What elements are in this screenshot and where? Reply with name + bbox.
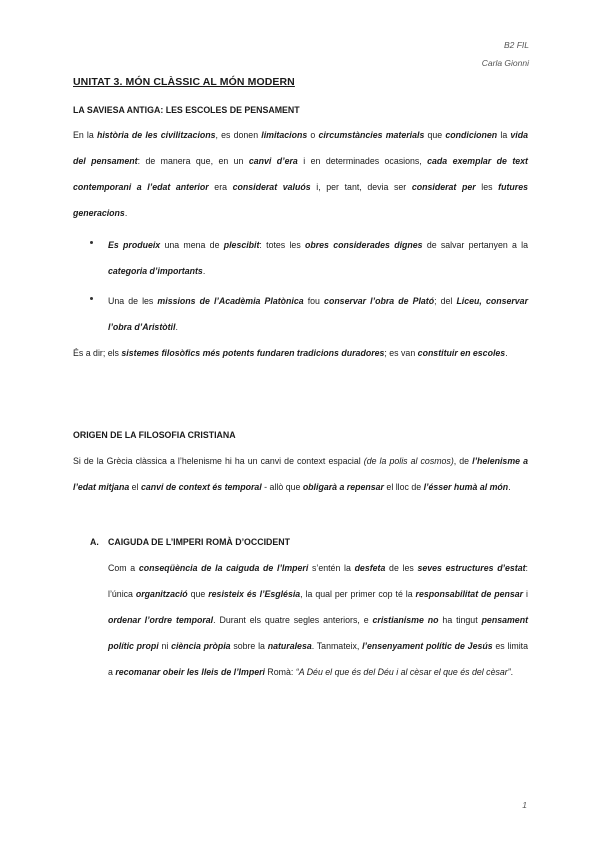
bullet-text: Una de les missions de l’Acadèmia Platònica fou conservar l’obra de Plató; del Liceu, conservar l’obra d’Aristòtil. (108, 296, 528, 332)
subsection-title: CAIGUDA DE L’IMPERI ROMÀ D’OCCIDENT (108, 537, 290, 547)
bullet-dot-icon (90, 297, 93, 300)
page-number: 1 (522, 800, 527, 810)
section-heading-origen: ORIGEN DE LA FILOSOFIA CRISTIANA (73, 430, 236, 440)
paragraph-origen: Si de la Grècia clàssica a l’helenisme hi ha un canvi de context espacial (de la polis al cosmos), de l’helenisme a l’edat mitjana el canvi de context és temporal - allò que obligarà a repensar el lloc de l’ésser humà al món. (73, 456, 528, 492)
bullet-dot-icon (90, 241, 93, 244)
document-title: UNITAT 3. MÓN CLÀSSIC AL MÓN MODERN (73, 76, 295, 88)
header-author: Carla Gionni (481, 58, 529, 68)
header-course: B2 FIL (503, 40, 529, 50)
bullet-text: Es produeix una mena de plescibit: totes les obres considerades dignes de salvar pertanyen a la categoria d’importants. (108, 240, 528, 276)
section-heading-saviesa: LA SAVIESA ANTIGA: LES ESCOLES DE PENSAMENT (73, 105, 300, 115)
subsection-letter: A. (90, 537, 99, 547)
paragraph-caiguda: Com a conseqüència de la caiguda de l’Imperi s’entén la desfeta de les seves estructures d’estat: l’única organització que resisteix és l’Església, la qual per primer cop té la responsabilitat de pensar i ordenar l’ordre temporal. Durant els quatre segles anteriors, e cristianisme no ha tingut pensament polític propi ni ciència pròpia sobre la naturalesa. Tanmateix, l’ensenyament polític de Jesús es limita a recomanar obeir les lleis de l’Imperi Romà: “A Déu el que és del Déu i al cèsar el que és del cèsar”. (108, 563, 529, 677)
subsection-heading-caiguda (90, 537, 290, 547)
paragraph-escoles: És a dir; els sistemes filosòfics més potents fundaren tradicions duradores; es van constituir en escoles. (73, 348, 508, 358)
paragraph-intro: En la història de les civilitzacions, es donen limitacions o circumstàncies materials que condicionen la vida del pensament: de manera que, en un canvi d’era i en determinades ocasions, cada exemplar de text contemporani a l’edat anterior era considerat valuós i, per tant, devia ser considerat per les futures generacions. (73, 130, 528, 218)
